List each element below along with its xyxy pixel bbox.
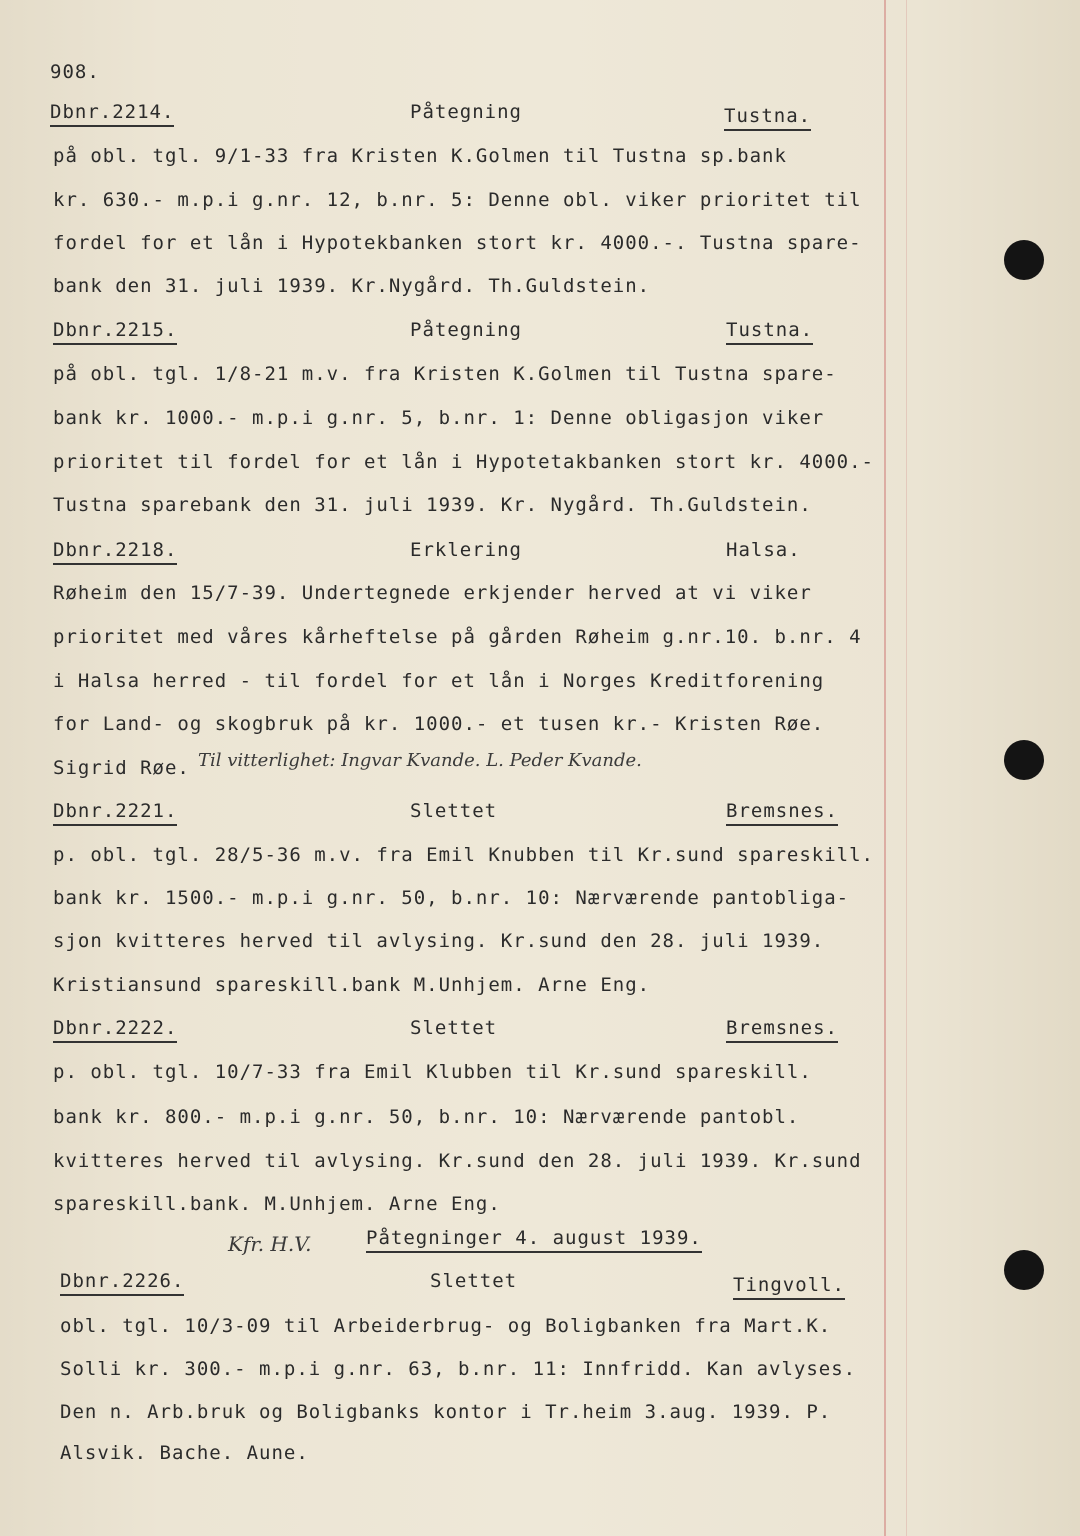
entry-place: Tustna.: [724, 104, 811, 131]
entry-text-line: kr. 630.- m.p.i g.nr. 12, b.nr. 5: Denne obl. viker prioritet til: [53, 189, 862, 211]
entry-text-line: bank kr. 800.- m.p.i g.nr. 50, b.nr. 10: Nærværende pantobl.: [53, 1106, 800, 1128]
entry-number: Dbnr.2214.: [50, 100, 174, 127]
binder-hole: [1004, 1250, 1044, 1290]
entry-type: Slettet: [430, 1270, 518, 1292]
entry-type: Påtegning: [410, 101, 522, 123]
entry-text-line: sjon kvitteres herved til avlysing. Kr.sund den 28. juli 1939.: [53, 930, 825, 952]
entry-text-line: p. obl. tgl. 10/7-33 fra Emil Klubben til Kr.sund spareskill.: [53, 1061, 812, 1083]
entry-text-line: for Land- og skogbruk på kr. 1000.- et tusen kr.- Kristen Røe.: [53, 713, 825, 735]
entry-text-line: Solli kr. 300.- m.p.i g.nr. 63, b.nr. 11: Innfridd. Kan avlyses.: [60, 1358, 857, 1380]
entry-text-line: bank kr. 1500.- m.p.i g.nr. 50, b.nr. 10: Nærværende pantobliga-: [53, 887, 850, 909]
entry-text-line: Røheim den 15/7-39. Undertegnede erkjender herved at vi viker: [53, 582, 812, 604]
binder-hole: [1004, 740, 1044, 780]
entry-text-line: fordel for et lån i Hypotekbanken stort kr. 4000.-. Tustna spare-: [53, 232, 862, 254]
entry-type: Påtegning: [410, 319, 522, 341]
handwritten-witness-note: Til vitterlighet: Ingvar Kvande. L. Peder Kvande.: [198, 750, 642, 771]
entry-text-line: bank kr. 1000.- m.p.i g.nr. 5, b.nr. 1: Denne obligasjon viker: [53, 407, 825, 429]
margin-initials: Kfr. H.V.: [228, 1232, 312, 1256]
entry-text-line: obl. tgl. 10/3-09 til Arbeiderbrug- og Boligbanken fra Mart.K.: [60, 1315, 832, 1337]
entry-number: Dbnr.2221.: [53, 799, 177, 826]
entry-number: Dbnr.2222.: [53, 1016, 177, 1043]
entry-text-line: Alsvik. Bache. Aune.: [60, 1442, 309, 1464]
entry-type: Slettet: [410, 800, 498, 822]
binder-hole: [1004, 240, 1044, 280]
entry-type: Erklering: [410, 539, 522, 561]
entry-text-line: Den n. Arb.bruk og Boligbanks kontor i Tr.heim 3.aug. 1939. P.: [60, 1401, 832, 1423]
page-number: 908.: [50, 61, 100, 83]
entry-place: Halsa.: [726, 539, 801, 561]
entry-place: Bremsnes.: [726, 799, 838, 826]
entry-type: Slettet: [410, 1017, 498, 1039]
entry-text-line: på obl. tgl. 1/8-21 m.v. fra Kristen K.Golmen til Tustna spare-: [53, 363, 837, 385]
entry-place: Bremsnes.: [726, 1016, 838, 1043]
entry-number: Dbnr.2215.: [53, 318, 177, 345]
entry-number: Dbnr.2226.: [60, 1269, 184, 1296]
entry-text-line: Tustna sparebank den 31. juli 1939. Kr. Nygård. Th.Guldstein.: [53, 494, 812, 516]
entry-number: Dbnr.2218.: [53, 538, 177, 565]
entry-text-line: kvitteres herved til avlysing. Kr.sund den 28. juli 1939. Kr.sund: [53, 1150, 862, 1172]
entry-text-line: p. obl. tgl. 28/5-36 m.v. fra Emil Knubben til Kr.sund spareskill.: [53, 844, 874, 866]
entry-text-line: Kristiansund spareskill.bank M.Unhjem. Arne Eng.: [53, 974, 651, 996]
margin-rule-secondary: [906, 0, 907, 1536]
entry-text-line: Sigrid Røe.: [53, 757, 190, 779]
entry-text-line: bank den 31. juli 1939. Kr.Nygård. Th.Guldstein.: [53, 275, 651, 297]
entry-place: Tustna.: [726, 318, 813, 345]
entry-place: Tingvoll.: [733, 1273, 845, 1300]
section-heading: Påtegninger 4. august 1939.: [366, 1226, 702, 1253]
entry-text-line: prioritet med våres kårheftelse på gården Røheim g.nr.10. b.nr. 4: [53, 626, 862, 648]
entry-text-line: på obl. tgl. 9/1-33 fra Kristen K.Golmen til Tustna sp.bank: [53, 145, 787, 167]
entry-text-line: spareskill.bank. M.Unhjem. Arne Eng.: [53, 1193, 501, 1215]
entry-text-line: prioritet til fordel for et lån i Hypotetakbanken stort kr. 4000.-: [53, 451, 874, 473]
margin-rule: [884, 0, 886, 1536]
entry-text-line: i Halsa herred - til fordel for et lån i Norges Kreditforening: [53, 670, 825, 692]
